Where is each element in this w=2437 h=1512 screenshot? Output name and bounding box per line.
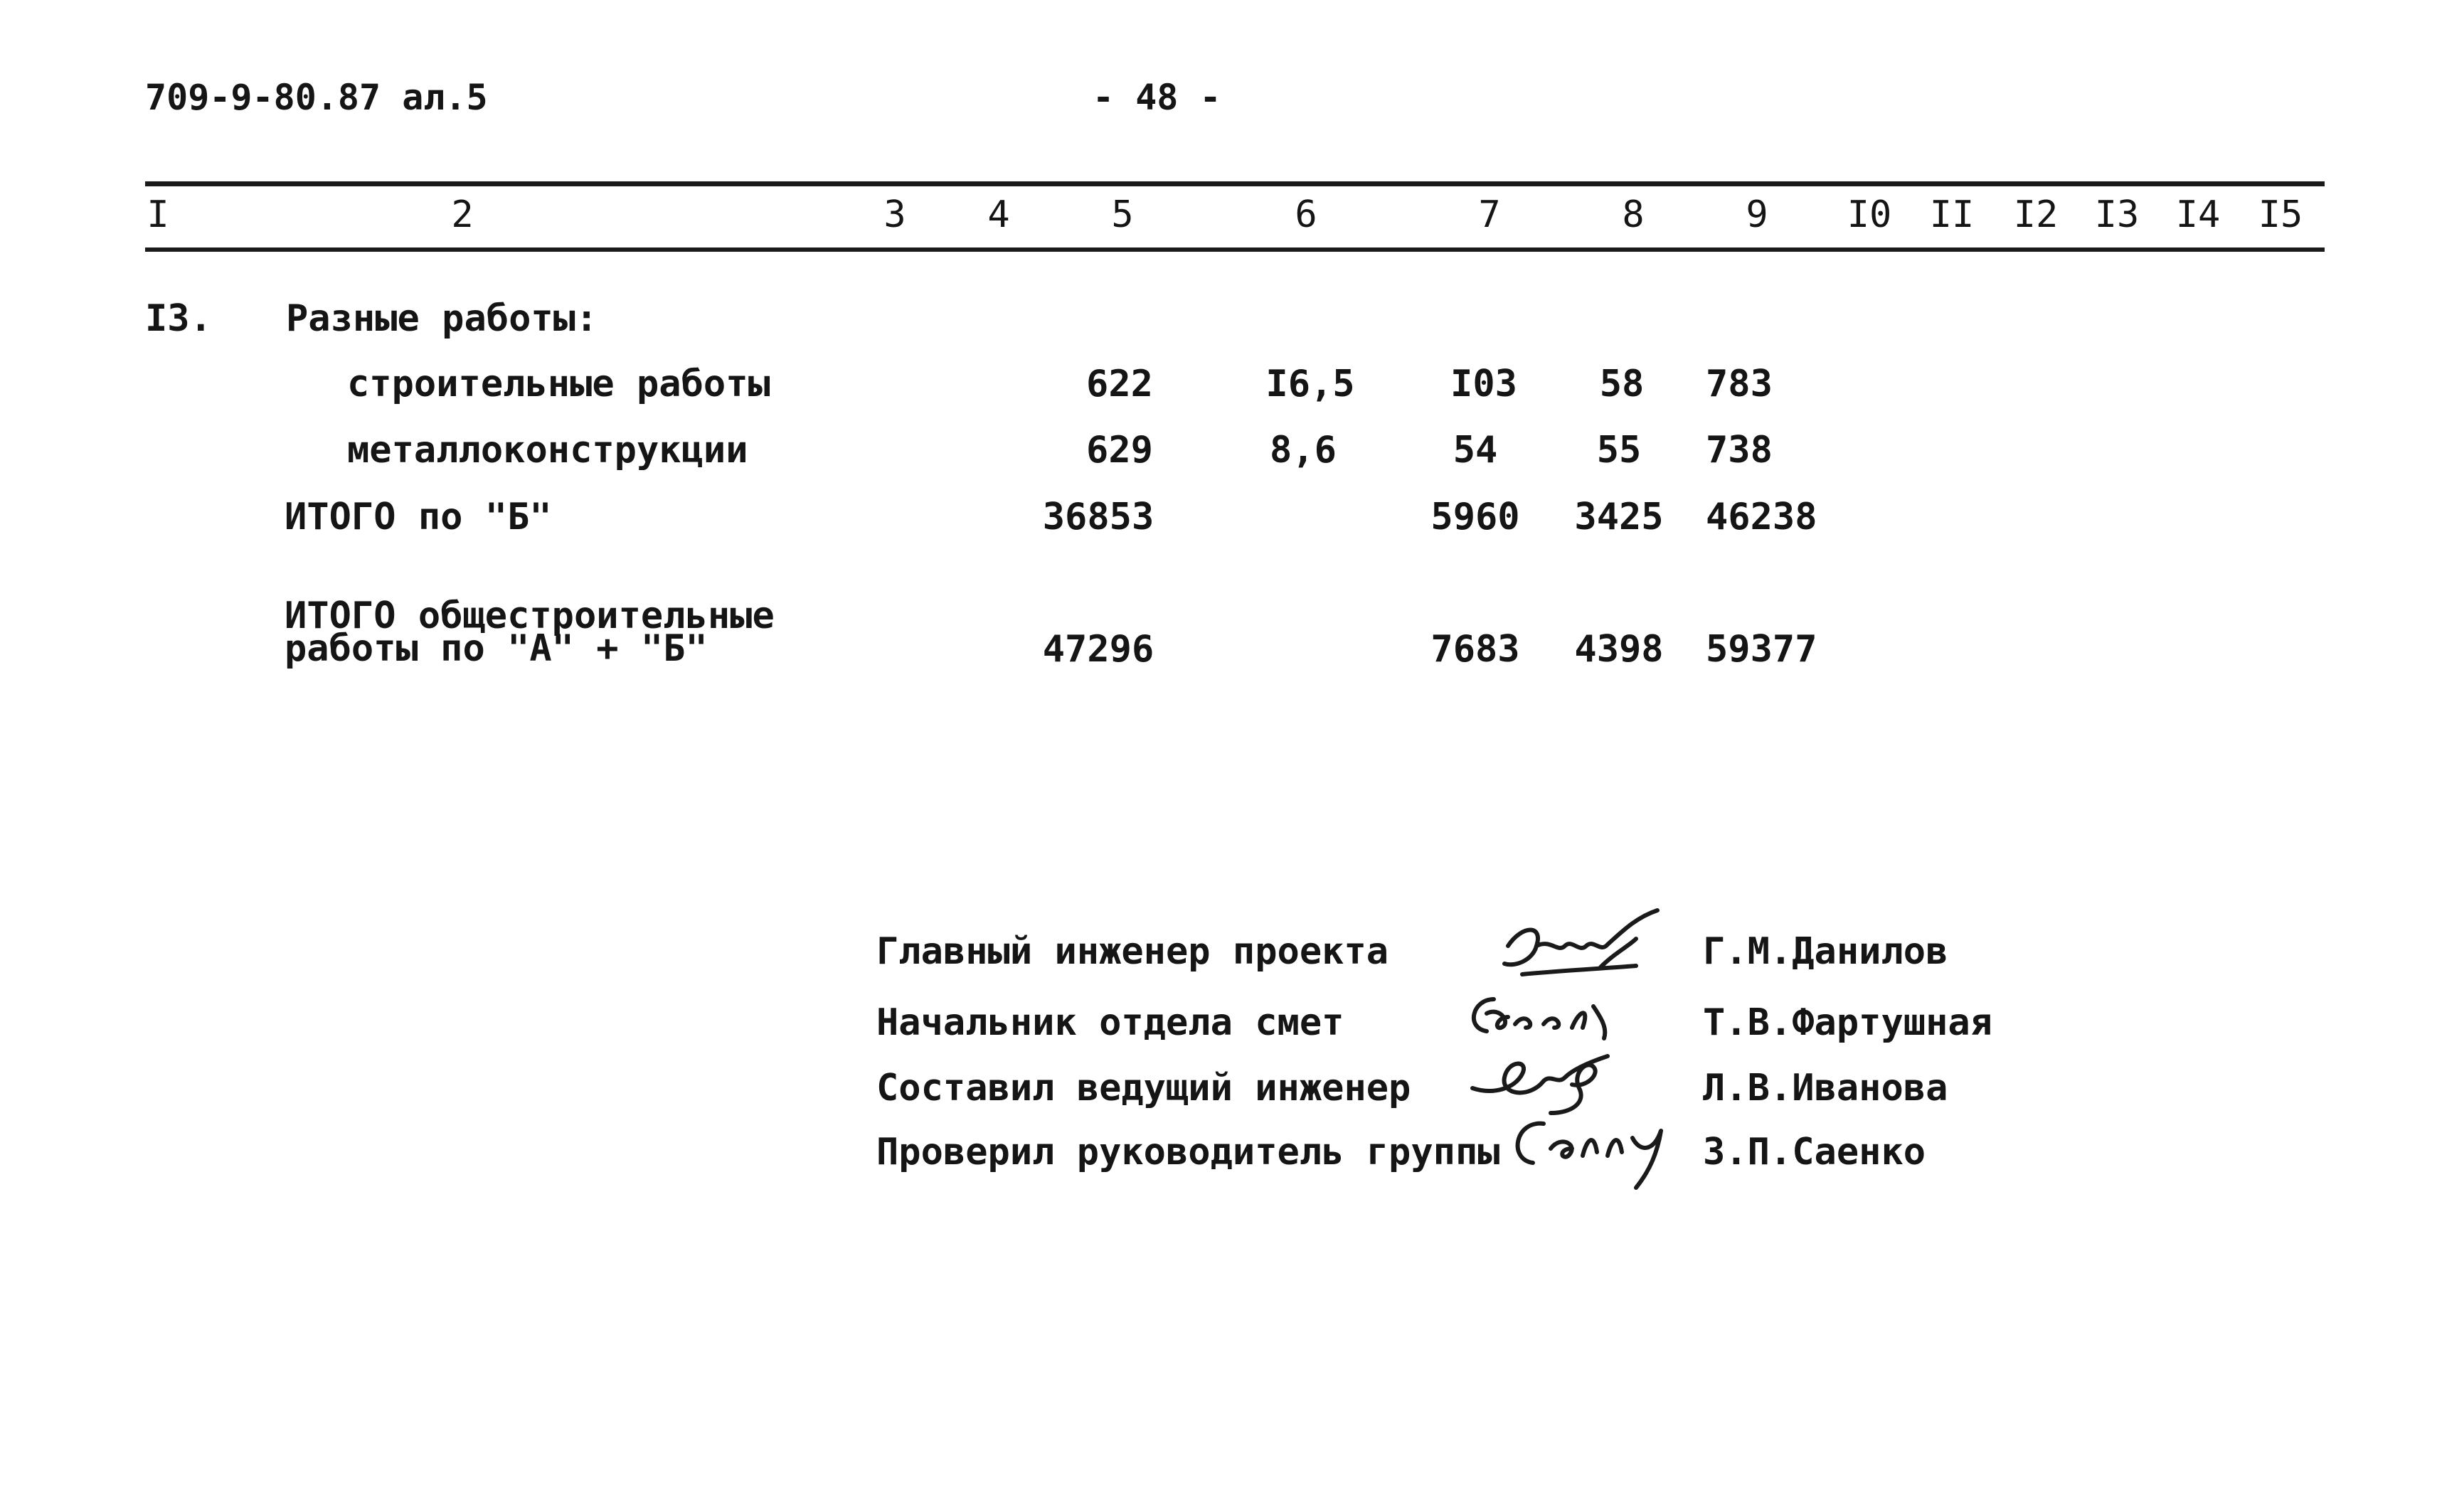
signer-role: Проверил руководитель группы [876, 1131, 1500, 1173]
cell-col9: 59377 [1706, 628, 1817, 671]
row-label: ИТОГО по "Б" [285, 496, 552, 538]
cell-col8: 4398 [1574, 628, 1664, 671]
grand-total-label-line2: работы по "А" + "Б" [285, 627, 708, 670]
row-label: металлоконструкции [347, 429, 748, 472]
column-number: 7 [1478, 193, 1501, 236]
cell-col8: 58 [1599, 363, 1645, 405]
signer-name: Л.В.Иванова [1703, 1067, 1948, 1109]
cell-col5: 47296 [1042, 628, 1154, 671]
cell-col7: 5960 [1430, 496, 1520, 538]
page-number: - 48 - [1093, 77, 1221, 118]
cell-col9: 783 [1706, 363, 1773, 405]
handwritten-signature [1501, 1109, 1693, 1195]
column-number: 6 [1295, 193, 1317, 236]
signer-name: З.П.Саенко [1703, 1131, 1926, 1173]
signer-name: Г.М.Данилов [1703, 930, 1948, 973]
column-number: I4 [2175, 193, 2221, 236]
table-top-rule [145, 181, 2325, 186]
column-number: 4 [987, 193, 1010, 236]
cell-col5: 622 [1086, 363, 1153, 405]
cell-col8: 55 [1596, 429, 1642, 472]
column-number: I3 [2094, 193, 2140, 236]
cell-col7: 7683 [1430, 628, 1520, 671]
grand-total-label [285, 595, 775, 670]
column-number: I2 [2013, 193, 2059, 236]
document-code: 709-9-80.87 ал.5 [145, 77, 488, 118]
column-number: 3 [883, 193, 906, 236]
column-number: I0 [1847, 193, 1892, 236]
signer-name: Т.В.Фартушная [1703, 1001, 1992, 1044]
column-number: I5 [2258, 193, 2303, 236]
column-number: I [147, 193, 169, 236]
signer-role: Начальник отдела смет [876, 1001, 1344, 1044]
signer-role: Главный инженер проекта [876, 930, 1389, 973]
signer-role: Составил ведущий инженер [876, 1067, 1411, 1109]
cell-col5: 36853 [1042, 496, 1154, 538]
column-number: 8 [1622, 193, 1645, 236]
cell-col7: I03 [1450, 363, 1517, 405]
cell-col9: 46238 [1706, 496, 1817, 538]
cell-col7: 54 [1453, 429, 1498, 472]
column-number: II [1929, 193, 1975, 236]
handwritten-signature [1494, 903, 1686, 996]
column-number: 9 [1746, 193, 1768, 236]
section-title: Разные работы: [286, 297, 598, 340]
cell-col6: 8,6 [1270, 429, 1337, 472]
grand-total-label-line1: ИТОГО общестроительные [285, 595, 775, 637]
cell-col6: I6,5 [1265, 363, 1355, 405]
section-number: I3. [145, 297, 212, 340]
column-number: 2 [451, 193, 474, 236]
cell-col8: 3425 [1574, 496, 1664, 538]
column-number: 5 [1111, 193, 1134, 236]
cell-col9: 738 [1706, 429, 1773, 472]
row-label: строительные работы [347, 363, 770, 405]
cell-col5: 629 [1086, 429, 1153, 472]
table-header-rule [145, 247, 2325, 252]
